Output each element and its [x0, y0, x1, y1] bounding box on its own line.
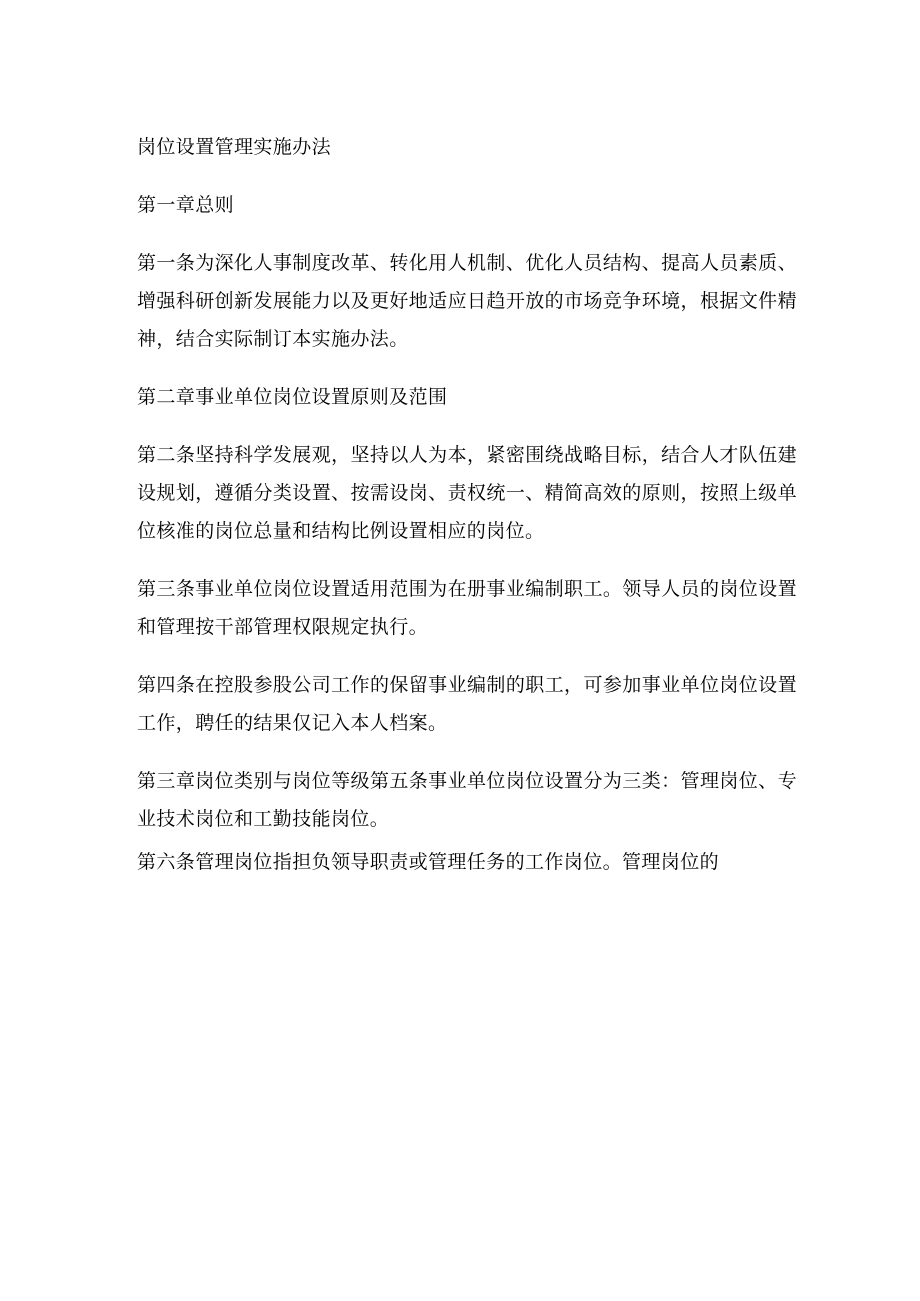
article-3-paragraph: 第三条事业单位岗位设置适用范围为在册事业编制职工。领导人员的岗位设置和管理按干部管理权限规定执行。: [137, 578, 797, 638]
chapter-3-article-5-paragraph: 第三章岗位类别与岗位等级第五条事业单位岗位设置分为三类：管理岗位、专业技术岗位和工勤技能岗位。: [137, 770, 797, 830]
article-6-paragraph: 第六条管理岗位指担负领导职责或管理任务的工作岗位。管理岗位的: [137, 851, 720, 873]
chapter-2-heading: 第二章事业单位岗位设置原则及范围: [137, 386, 448, 408]
document-body: [137, 128, 797, 881]
article-1-paragraph: 第一条为深化人事制度改革、转化用人机制、优化人员结构、提高人员素质、增强科研创新发展能力以及更好地适应日趋开放的市场竞争环境，根据文件精神，结合实际制订本实施办法。: [137, 252, 797, 350]
document-title: 岗位设置管理实施办法: [137, 136, 332, 158]
chapter-1-heading: 第一章总则: [137, 194, 235, 216]
article-2-paragraph: 第二条坚持科学发展观，坚持以人为本，紧密围绕战略目标，结合人才队伍建设规划，遵循分类设置、按需设岗、责权统一、精简高效的原则，按照上级单位核准的岗位总量和结构比例设置相应的岗位。: [137, 444, 797, 542]
article-4-paragraph: 第四条在控股参股公司工作的保留事业编制的职工，可参加事业单位岗位设置工作，聘任的结果仅记入本人档案。: [137, 674, 797, 734]
